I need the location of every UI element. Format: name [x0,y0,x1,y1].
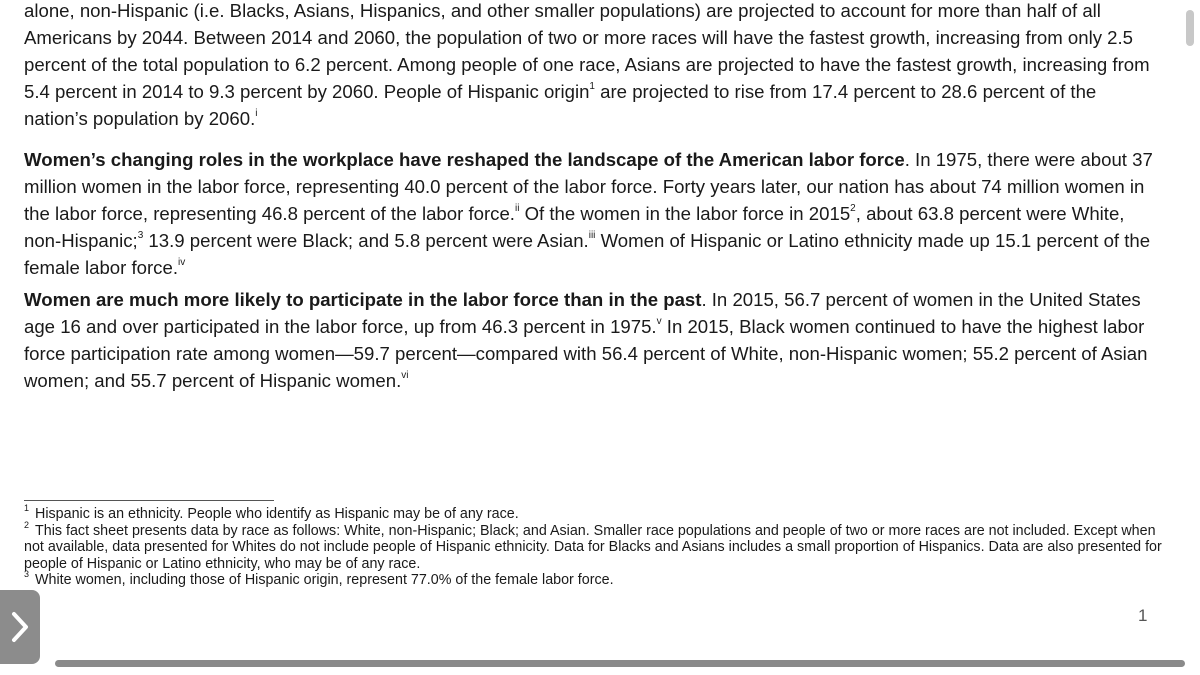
paragraph-text: . In 1975, there were about 37 million women in the labor force, representing 40.0 percent of the labor force. Forty years later, our nation has about 74 million women in the labor force, representing 46.8 percent of the labor force. [24,149,1153,224]
footnote-separator [24,500,274,501]
footnote-text: This fact sheet presents data by race as follows: White, non-Hispanic; Black; and Asian. Smaller race populations and people of two or more races are not included. Except when not available, data presented for Whites do not include people of Hispanic ethnicity. Data for Blacks and Asians includes a small proportion of Hispanics. Data are also presented for people of Hispanic or Latino ethnicity, who may be of any race. [24,522,1162,572]
chevron-right-icon [9,610,31,644]
paragraph-text: Of the women in the labor force in 2015 [519,203,851,224]
paragraph-heading: Women’s changing roles in the workplace have reshaped the landscape of the American labor force [24,149,905,170]
paragraph-text: . In 2015, 56.7 percent of women in the United States age 16 and over participated in the labor force, up from 46.3 percent in 1975. [24,289,1141,337]
next-page-tab[interactable] [0,590,40,664]
footnote-ref[interactable]: 2 [850,202,856,214]
footnote-number: 2 [24,519,30,530]
endnote-ref[interactable]: iv [178,256,186,268]
paragraph-text: 13.9 percent were Black; and 5.8 percent were Asian. [143,230,589,251]
footnote-ref[interactable]: 3 [137,229,144,241]
horizontal-scrollbar[interactable] [55,660,1185,667]
vertical-scrollbar[interactable] [1186,10,1194,46]
footnote-number: 1 [24,503,30,514]
page-number: 1 [1138,606,1148,625]
footnote-text: Hispanic is an ethnicity. People who identify as Hispanic may be of any race. [35,506,519,522]
endnote-ref[interactable]: v [656,315,662,327]
paragraph-participation [24,286,1164,394]
endnote-ref[interactable]: iii [588,229,596,241]
footnote [24,503,1164,523]
footnotes [24,503,1164,589]
paragraph-text: , about 63.8 percent were White, non-Hispanic; [24,203,1125,251]
paragraph-text: In 2015, Black women continued to have the highest labor force participation rate among women—59.7 percent—compared with 56.4 percent of White, non-Hispanic women; 55.2 percent of Asian women; and 55.7 percent of Hispanic women. [24,316,1148,391]
paragraph-womens-roles [24,146,1164,281]
footnote-number: 3 [24,569,30,580]
paragraph-text: alone, non-Hispanic (i.e. Blacks, Asians, Hispanics, and other smaller populations) are projected to account for more than half of all Americans by 2044. Between 2014 and 2060, the population of two or more races will have the fastest growth, increasing from only 2.5 percent of the total population to 6.2 percent. Among people of one race, Asians are projected to have the fastest growth, increasing from 5.4 percent in 2014 to 9.3 percent by 2060. People of Hispanic origin [24,0,1150,102]
paragraph-text: Women of Hispanic or Latino ethnicity made up 15.1 percent of the female labor force. [24,230,1151,278]
paragraph-population [24,0,1164,132]
footnote [24,519,1164,573]
footnote [24,569,1164,589]
paragraph-text: are projected to rise from 17.4 percent to 28.6 percent of the nation’s population by 2060. [24,81,1097,129]
footnote-ref[interactable]: 1 [589,80,595,92]
paragraph-heading: Women are much more likely to participate in the labor force than in the past [24,289,702,310]
endnote-ref[interactable]: vi [401,369,409,381]
endnote-ref[interactable]: i [255,107,258,119]
footnote-text: White women, including those of Hispanic origin, represent 77.0% of the female labor force. [35,572,614,588]
endnote-ref[interactable]: ii [514,202,520,214]
